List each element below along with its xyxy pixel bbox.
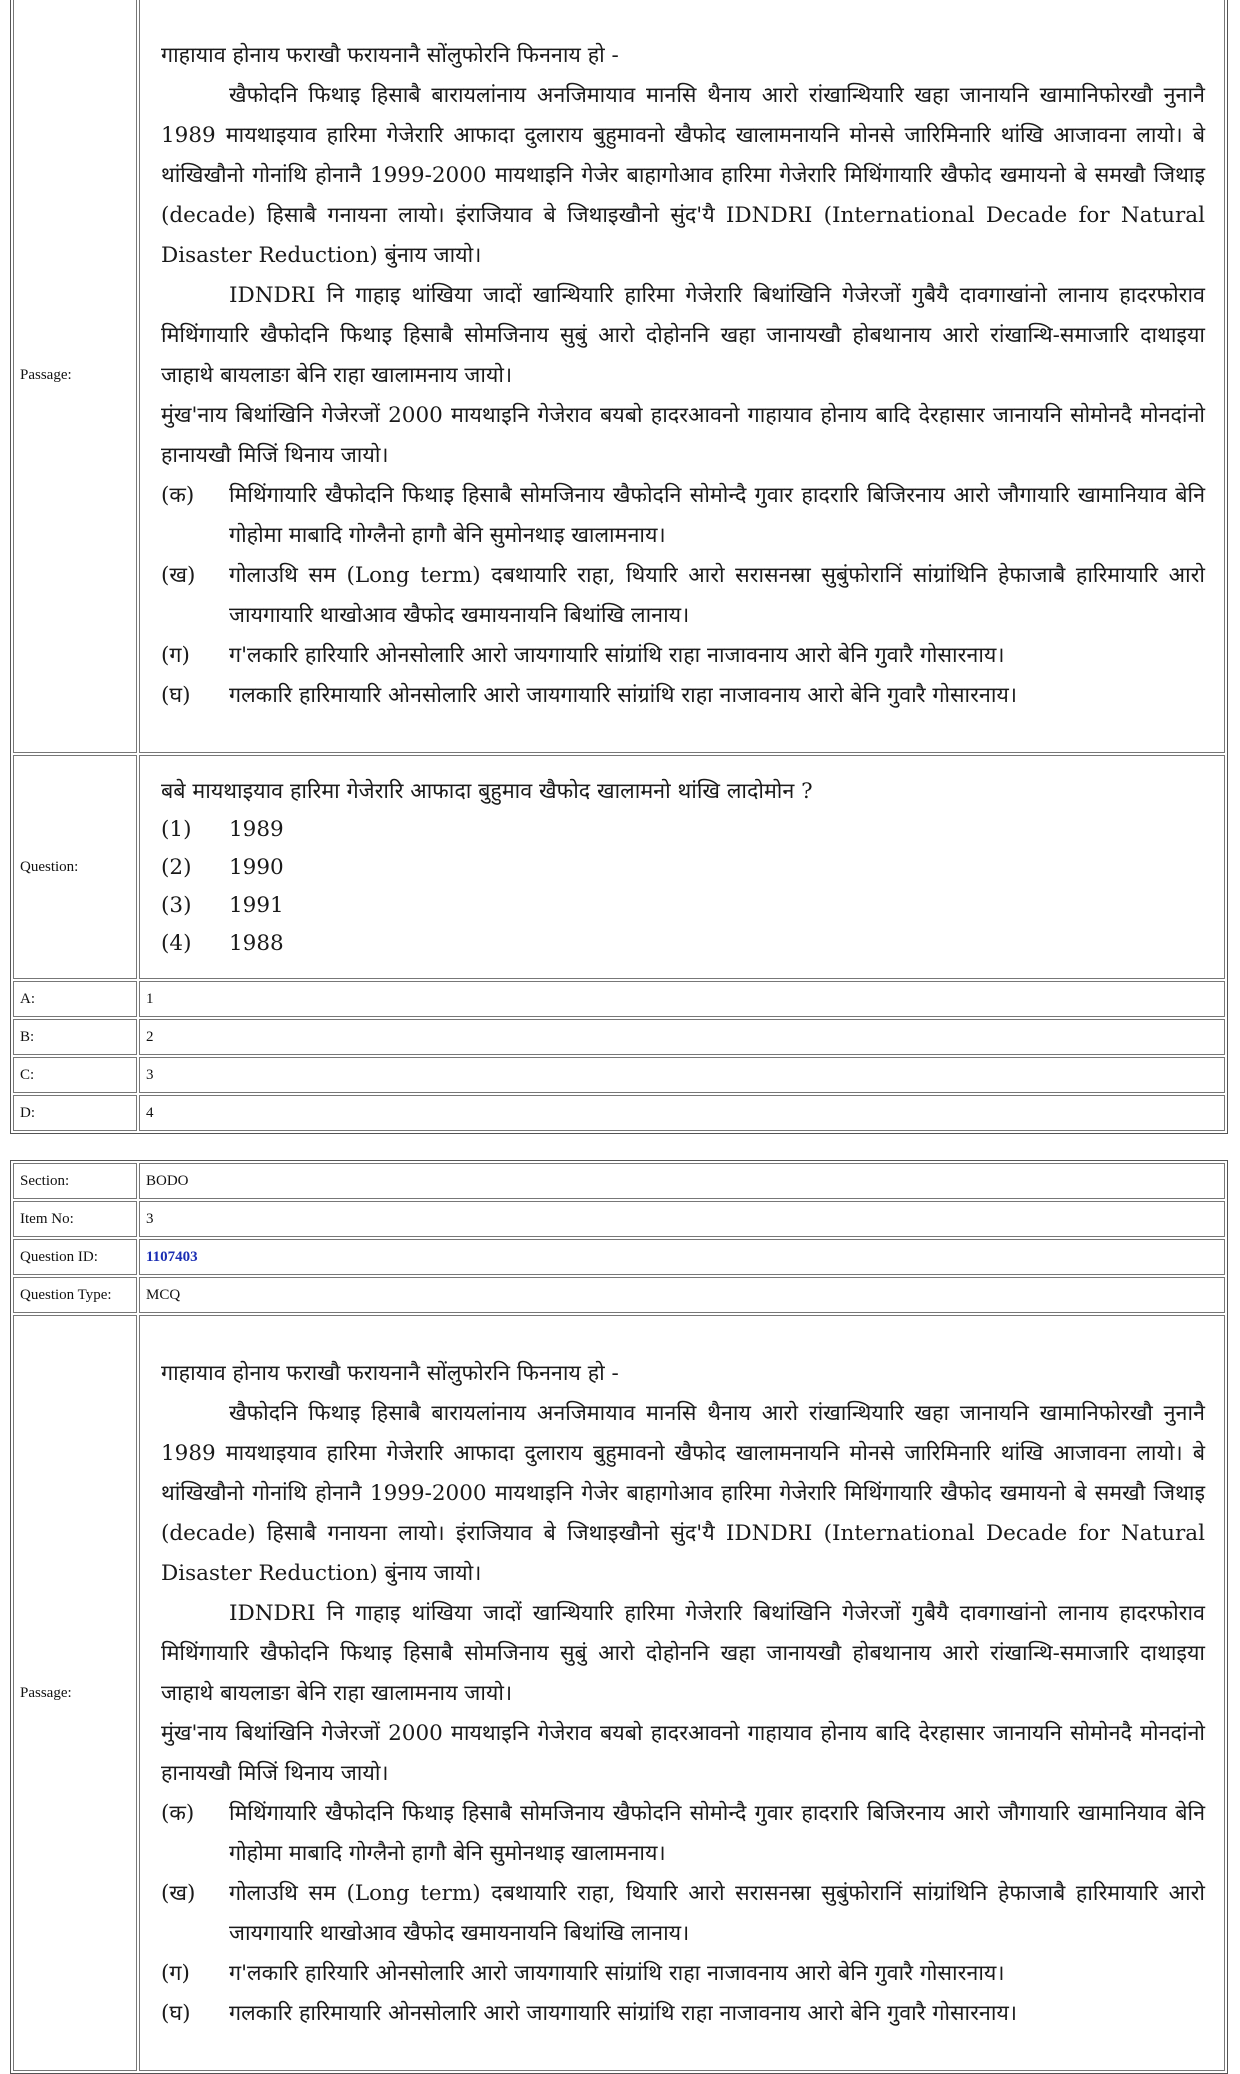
passage-row xyxy=(13,1315,1225,2071)
question-label: Question: xyxy=(13,755,137,979)
passage-item: (घ) गलकारि हारिमायारि ओनसोलारि आरो जायगायारि सांग्रांथि राहा नाजावनाय आरो बेनि गुवारै गोसारनाय। xyxy=(161,683,1018,708)
passage-item: (ग) ग'लकारि हारियारि ओनसोलारि आरो जायगायारि सांग्रांथि राहा नाजावनाय आरो बेनि गुवारै गोसारनाय। xyxy=(161,1961,1005,1986)
question-id-row xyxy=(13,1239,1225,1275)
section-label: Section: xyxy=(13,1163,137,1199)
passage-item: (क) मिथिंगायारि खैफोदनि फिथाइ हिसाबै सोमजिनाय खैफोदनि सोमोन्दै गुवार हादरारि बिजिरनाय आरो जौगायारि खामानियाव बेनि गोहोमा माबादि गोग्लैनो हागौ बेनि सुमोनथाइ खालामनाय। xyxy=(161,1801,1205,1866)
answer-label: C: xyxy=(13,1057,137,1093)
passage-paragraph-3: मुंख'नाय बिथांखिनि गेजेरजों 2000 मायथाइनि गेजेराव बयबो हादरआवनो गाहायाव होनाय बादि देरहासार जानायनि सोमोनदै मोनदांनो हानायखौ मिजिं थिनाय जायो। xyxy=(161,403,1205,468)
question-id-value: 1107403 xyxy=(146,1248,198,1265)
choice-item: (2) 1990 xyxy=(161,855,284,880)
answer-row xyxy=(13,1019,1225,1055)
passage-paragraph-1: खैफोदनि फिथाइ हिसाबै बारायलांनाय अनजिमायाव मानसि थैनाय आरो रांखान्थियारि खहा जानायनि खामानिफोरखौ नुनानै 1989 मायथाइयाव हारिमा गेजेरारि आफादा दुलाराय बुहुमावनो खैफोद खालामनायनि मोनसे जारिमिनारि थांखि आजावना लायो। बे थांखिखौनो गोनांथि होनानै 1999-2000 मायथाइनि गेजेर बाहागोआव हारिमा गेजेरारि मिथिंगायारि खैफोद खमायनो बे समखौ जिथाइ (decade) हिसाबै गनायना लायो। इंराजियाव बे जिथाइखौनो सुंद'यै IDNDRI (International Decade for Natural Disaster Reduction) बुंनाय जायो। xyxy=(161,83,1205,268)
answer-value: 2 xyxy=(139,1019,1225,1055)
answer-row xyxy=(13,1095,1225,1131)
question-text xyxy=(141,761,1223,973)
answer-row xyxy=(13,1057,1225,1093)
question-block xyxy=(10,1160,1228,2074)
passage-item: (ख) गोलाउथि सम (Long term) दबथायारि राहा, थियारि आरो सरासनस्रा सुबुंफोरानिं सांग्रांथिनि हेफाजाबै हारिमायारि आरो जायगायारि थाखोआव खैफोद खमायनायनि बिथांखि लानाय। xyxy=(161,1881,1205,1946)
choice-item: (3) 1991 xyxy=(161,893,284,918)
passage-paragraph-1: खैफोदनि फिथाइ हिसाबै बारायलांनाय अनजिमायाव मानसि थैनाय आरो रांखान्थियारि खहा जानायनि खामानिफोरखौ नुनानै 1989 मायथाइयाव हारिमा गेजेरारि आफादा दुलाराय बुहुमावनो खैफोद खालामनायनि मोनसे जारिमिनारि थांखि आजावना लायो। बे थांखिखौनो गोनांथि होनानै 1999-2000 मायथाइनि गेजेर बाहागोआव हारिमा गेजेरारि मिथिंगायारि खैफोद खमायनो बे समखौ जिथाइ (decade) हिसाबै गनायना लायो। इंराजियाव बे जिथाइखौनो सुंद'यै IDNDRI (International Decade for Natural Disaster Reduction) बुंनाय जायो। xyxy=(161,1401,1205,1586)
passage-paragraph-3: मुंख'नाय बिथांखिनि गेजेरजों 2000 मायथाइनि गेजेराव बयबो हादरआवनो गाहायाव होनाय बादि देरहासार जानायनि सोमोनदै मोनदांनो हानायखौ मिजिं थिनाय जायो। xyxy=(161,1721,1205,1786)
passage-label: Passage: xyxy=(13,0,137,753)
choice-item: (1) 1989 xyxy=(161,817,284,842)
section-value: BODO xyxy=(139,1163,1225,1199)
question-row xyxy=(13,755,1225,979)
choice-item: (4) 1988 xyxy=(161,931,284,956)
section-row xyxy=(13,1163,1225,1199)
question-type-row xyxy=(13,1277,1225,1313)
answer-label: B: xyxy=(13,1019,137,1055)
answer-label: D: xyxy=(13,1095,137,1131)
question-type-value: MCQ xyxy=(139,1277,1225,1313)
passage-label: Passage: xyxy=(13,1315,137,2071)
passage-text xyxy=(141,1342,1223,2044)
passage-heading: गाहायाव होनाय फराखौ फरायनानै सोंलुफोरनि फिननाय हो - xyxy=(161,1361,619,1386)
passage-item: (घ) गलकारि हारिमायारि ओनसोलारि आरो जायगायारि सांग्रांथि राहा नाजावनाय आरो बेनि गुवारै गोसारनाय। xyxy=(161,2001,1018,2026)
passage-row xyxy=(13,0,1225,753)
question-id-label: Question ID: xyxy=(13,1239,137,1275)
passage-cell xyxy=(139,0,1225,753)
item-value: 3 xyxy=(139,1201,1225,1237)
passage-paragraph-2: IDNDRI नि गाहाइ थांखिया जादों खान्थियारि हारिमा गेजेरारि बिथांखिनि गेजेरजों गुबैयै दावगाखांनो लानाय हादरफोराव मिथिंगायारि खैफोदनि फिथाइ हिसाबै सोमजिनाय सुबुं आरो दोहोननि खहा जानायखौ होबथानाय आरो रांखान्थि-समाजारि दाथाइया जाहाथे बायलाङा बेनि राहा खालामनाय जायो। xyxy=(161,1601,1205,1706)
answer-value: 1 xyxy=(139,981,1225,1017)
passage-paragraph-2: IDNDRI नि गाहाइ थांखिया जादों खान्थियारि हारिमा गेजेरारि बिथांखिनि गेजेरजों गुबैयै दावगाखांनो लानाय हादरफोराव मिथिंगायारि खैफोदनि फिथाइ हिसाबै सोमजिनाय सुबुं आरो दोहोननि खहा जानायखौ होबथानाय आरो रांखान्थि-समाजारि दाथाइया जाहाथे बायलाङा बेनि राहा खालामनाय जायो। xyxy=(161,283,1205,388)
question-cell xyxy=(139,755,1225,979)
passage-item: (ख) गोलाउथि सम (Long term) दबथायारि राहा, थियारि आरो सरासनस्रा सुबुंफोरानिं सांग्रांथिनि हेफाजाबै हारिमायारि आरो जायगायारि थाखोआव खैफोद खमायनायनि बिथांखि लानाय। xyxy=(161,563,1205,628)
question-id-cell xyxy=(139,1239,1225,1275)
item-label: Item No: xyxy=(13,1201,137,1237)
question-stem: बबे मायथाइयाव हारिमा गेजेरारि आफादा बुहुमाव खैफोद खालामनो थांखि लादोमोन ? xyxy=(161,779,813,804)
question-block-previous xyxy=(10,0,1228,1134)
answer-value: 3 xyxy=(139,1057,1225,1093)
passage-cell xyxy=(139,1315,1225,2071)
answer-label: A: xyxy=(13,981,137,1017)
passage-text xyxy=(141,24,1223,726)
answer-value: 4 xyxy=(139,1095,1225,1131)
passage-item: (क) मिथिंगायारि खैफोदनि फिथाइ हिसाबै सोमजिनाय खैफोदनि सोमोन्दै गुवार हादरारि बिजिरनाय आरो जौगायारि खामानियाव बेनि गोहोमा माबादि गोग्लैनो हागौ बेनि सुमोनथाइ खालामनाय। xyxy=(161,483,1205,548)
item-row xyxy=(13,1201,1225,1237)
passage-heading: गाहायाव होनाय फराखौ फरायनानै सोंलुफोरनि फिननाय हो - xyxy=(161,43,619,68)
question-type-label: Question Type: xyxy=(13,1277,137,1313)
answer-row xyxy=(13,981,1225,1017)
passage-item: (ग) ग'लकारि हारियारि ओनसोलारि आरो जायगायारि सांग्रांथि राहा नाजावनाय आरो बेनि गुवारै गोसारनाय। xyxy=(161,643,1005,668)
